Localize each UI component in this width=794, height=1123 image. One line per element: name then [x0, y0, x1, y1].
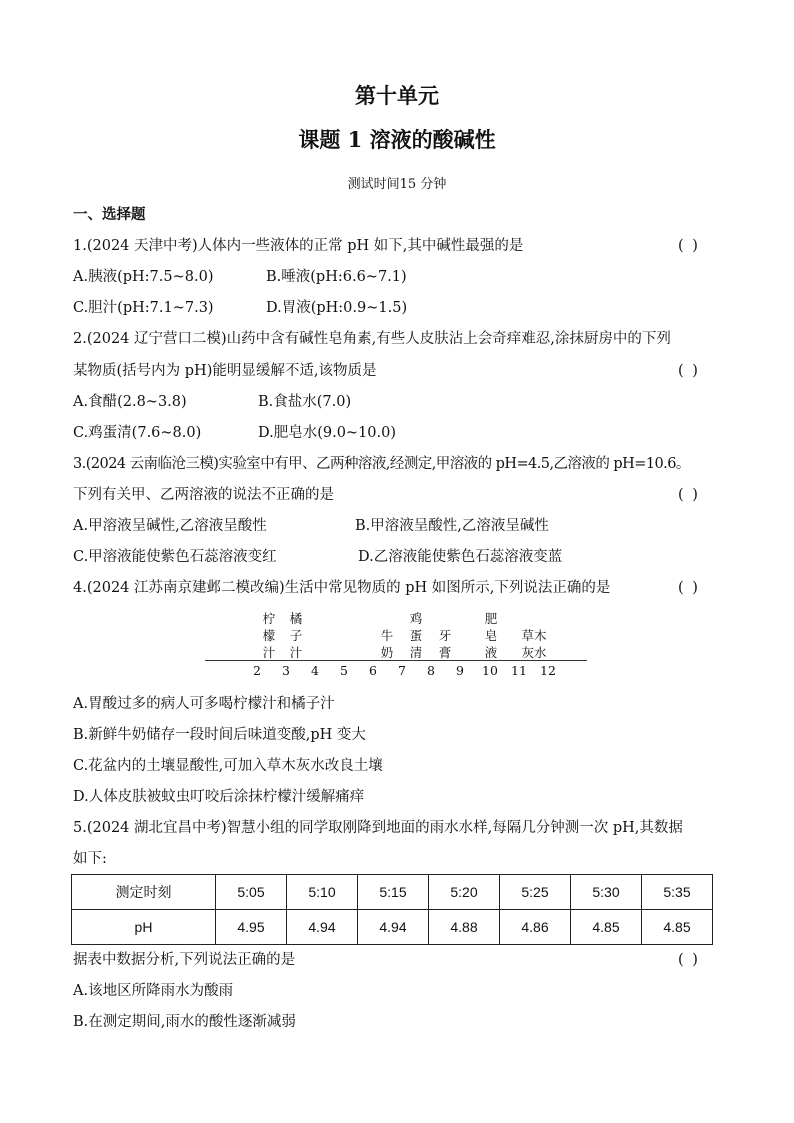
- table-row: [72, 910, 713, 945]
- scale-label-orange-1: 橘: [289, 611, 303, 626]
- table-cell: 5:10: [287, 875, 358, 910]
- q5-option-b: B.在测定期间,雨水的酸性逐渐减弱: [73, 1014, 296, 1030]
- ph-tick: 11: [511, 663, 527, 678]
- answer-blank-1: ( ): [678, 238, 700, 254]
- unit-title: 第十单元: [355, 83, 439, 108]
- q3-option-b: B.甲溶液呈酸性,乙溶液呈碱性: [355, 518, 549, 534]
- question-4-stem: 4.(2024 江苏南京建邺二模改编)生活中常见物质的 pH 如图所示,下列说法正确的是: [73, 580, 611, 596]
- ph-tick: 5: [340, 663, 348, 678]
- scale-label-orange-3: 汁: [289, 645, 303, 660]
- scale-label-toothpaste-1: 牙: [438, 628, 452, 643]
- question-5-after-table: 据表中数据分析,下列说法正确的是: [73, 952, 296, 968]
- table-row: [72, 875, 713, 910]
- q3-option-a: A.甲溶液呈碱性,乙溶液呈酸性: [73, 518, 267, 534]
- question-1-stem: 1.(2024 天津中考)人体内一些液体的正常 pH 如下,其中碱性最强的是: [73, 238, 524, 254]
- ph-tick: 2: [253, 663, 261, 678]
- scale-label-soap-3: 液: [484, 645, 498, 660]
- ph-tick: 9: [456, 663, 464, 678]
- answer-blank-4: ( ): [678, 580, 700, 596]
- q1-option-a: A.胰液(pH:7.5~8.0): [73, 269, 214, 285]
- table-cell: 4.95: [216, 910, 287, 945]
- table-cell: 5:30: [571, 875, 642, 910]
- answer-blank-2: ( ): [678, 363, 700, 379]
- table-cell: 4.88: [429, 910, 500, 945]
- q2-option-b: B.食盐水(7.0): [258, 394, 352, 410]
- table-cell: 5:05: [216, 875, 287, 910]
- scale-label-milk-1: 牛: [380, 628, 394, 643]
- section-title: 一、选择题: [73, 206, 146, 223]
- answer-blank-3: ( ): [678, 487, 700, 503]
- ph-tick: 7: [398, 663, 406, 678]
- scale-label-soap-1: 肥: [484, 611, 498, 626]
- ph-tick: 4: [311, 663, 319, 678]
- ph-tick: 10: [482, 663, 498, 678]
- table-cell: 4.85: [642, 910, 713, 945]
- scale-label-egg-2: 蛋: [409, 628, 423, 643]
- ph-tick: 12: [540, 663, 556, 678]
- q1-option-d: D.胃液(pH:0.9~1.5): [266, 300, 408, 316]
- ph-tick: 6: [369, 663, 377, 678]
- table-cell: 4.86: [500, 910, 571, 945]
- ph-scale-diagram: [205, 610, 590, 685]
- scale-label-lemon-2: 檬: [262, 628, 276, 643]
- q2-option-c: C.鸡蛋清(7.6~8.0): [73, 425, 202, 441]
- scale-label-ash-2: 灰水: [521, 645, 547, 660]
- question-5-stem-line1: 5.(2024 湖北宜昌中考)智慧小组的同学取刚降到地面的雨水水样,每隔几分钟测一次 pH,其数据: [73, 820, 683, 836]
- question-5-stem-line2: 如下:: [73, 851, 107, 867]
- table-cell: 4.85: [571, 910, 642, 945]
- table-cell: 4.94: [287, 910, 358, 945]
- q4-option-d: D.人体皮肤被蚊虫叮咬后涂抹柠檬汁缓解痛痒: [73, 789, 365, 805]
- scale-label-egg-1: 鸡: [409, 611, 423, 626]
- question-2-stem-line2: 某物质(括号内为 pH)能明显缓解不适,该物质是: [73, 363, 377, 379]
- table-header-ph: pH: [72, 910, 216, 945]
- table-cell: 5:15: [358, 875, 429, 910]
- question-2-stem-line1: 2.(2024 辽宁营口二模)山药中含有碱性皂角素,有些人皮肤沾上会奇痒难忍,涂抹厨房中的下列: [73, 331, 671, 347]
- ph-tick: 3: [282, 663, 290, 678]
- scale-label-lemon-3: 汁: [262, 645, 276, 660]
- table-cell: 4.94: [358, 910, 429, 945]
- q4-option-b: B.新鲜牛奶储存一段时间后味道变酸,pH 变大: [73, 727, 366, 743]
- q4-option-a: A.胃酸过多的病人可多喝柠檬汁和橘子汁: [73, 696, 335, 712]
- question-3-stem-line1: 3.(2024 云南临沧三模)实验室中有甲、乙两种溶液,经测定,甲溶液的 pH=4.5,乙溶液的 pH=10.6。: [73, 456, 690, 472]
- table-cell: 5:25: [500, 875, 571, 910]
- table-cell: 5:35: [642, 875, 713, 910]
- table-header-time: 测定时刻: [72, 875, 216, 910]
- q3-option-d: D.乙溶液能使紫色石蕊溶液变蓝: [358, 549, 563, 565]
- scale-label-lemon-1: 柠: [262, 611, 276, 626]
- q3-option-c: C.甲溶液能使紫色石蕊溶液变红: [73, 549, 277, 565]
- ph-tick: 8: [427, 663, 435, 678]
- scale-label-egg-3: 清: [409, 645, 423, 660]
- lesson-title: 课题 1 溶液的酸碱性: [298, 127, 496, 152]
- ph-axis-line: [205, 660, 587, 661]
- scale-label-toothpaste-2: 膏: [438, 645, 452, 660]
- answer-blank-5: ( ): [678, 952, 700, 968]
- q2-option-d: D.肥皂水(9.0~10.0): [258, 425, 397, 441]
- test-time: 测试时间15 分钟: [347, 177, 447, 192]
- question-3-stem-line2: 下列有关甲、乙两溶液的说法不正确的是: [73, 487, 334, 503]
- scale-label-orange-2: 子: [289, 628, 303, 643]
- q2-option-a: A.食醋(2.8~3.8): [73, 394, 187, 410]
- q1-option-b: B.唾液(pH:6.6~7.1): [266, 269, 407, 285]
- scale-label-milk-2: 奶: [380, 645, 394, 660]
- ph-data-table: [71, 874, 713, 945]
- q1-option-c: C.胆汁(pH:7.1~7.3): [73, 300, 214, 316]
- scale-label-ash-1: 草木: [521, 628, 547, 643]
- scale-label-soap-2: 皂: [484, 628, 498, 643]
- q5-option-a: A.该地区所降雨水为酸雨: [73, 983, 234, 999]
- q4-option-c: C.花盆内的土壤显酸性,可加入草木灰水改良土壤: [73, 758, 383, 774]
- table-cell: 5:20: [429, 875, 500, 910]
